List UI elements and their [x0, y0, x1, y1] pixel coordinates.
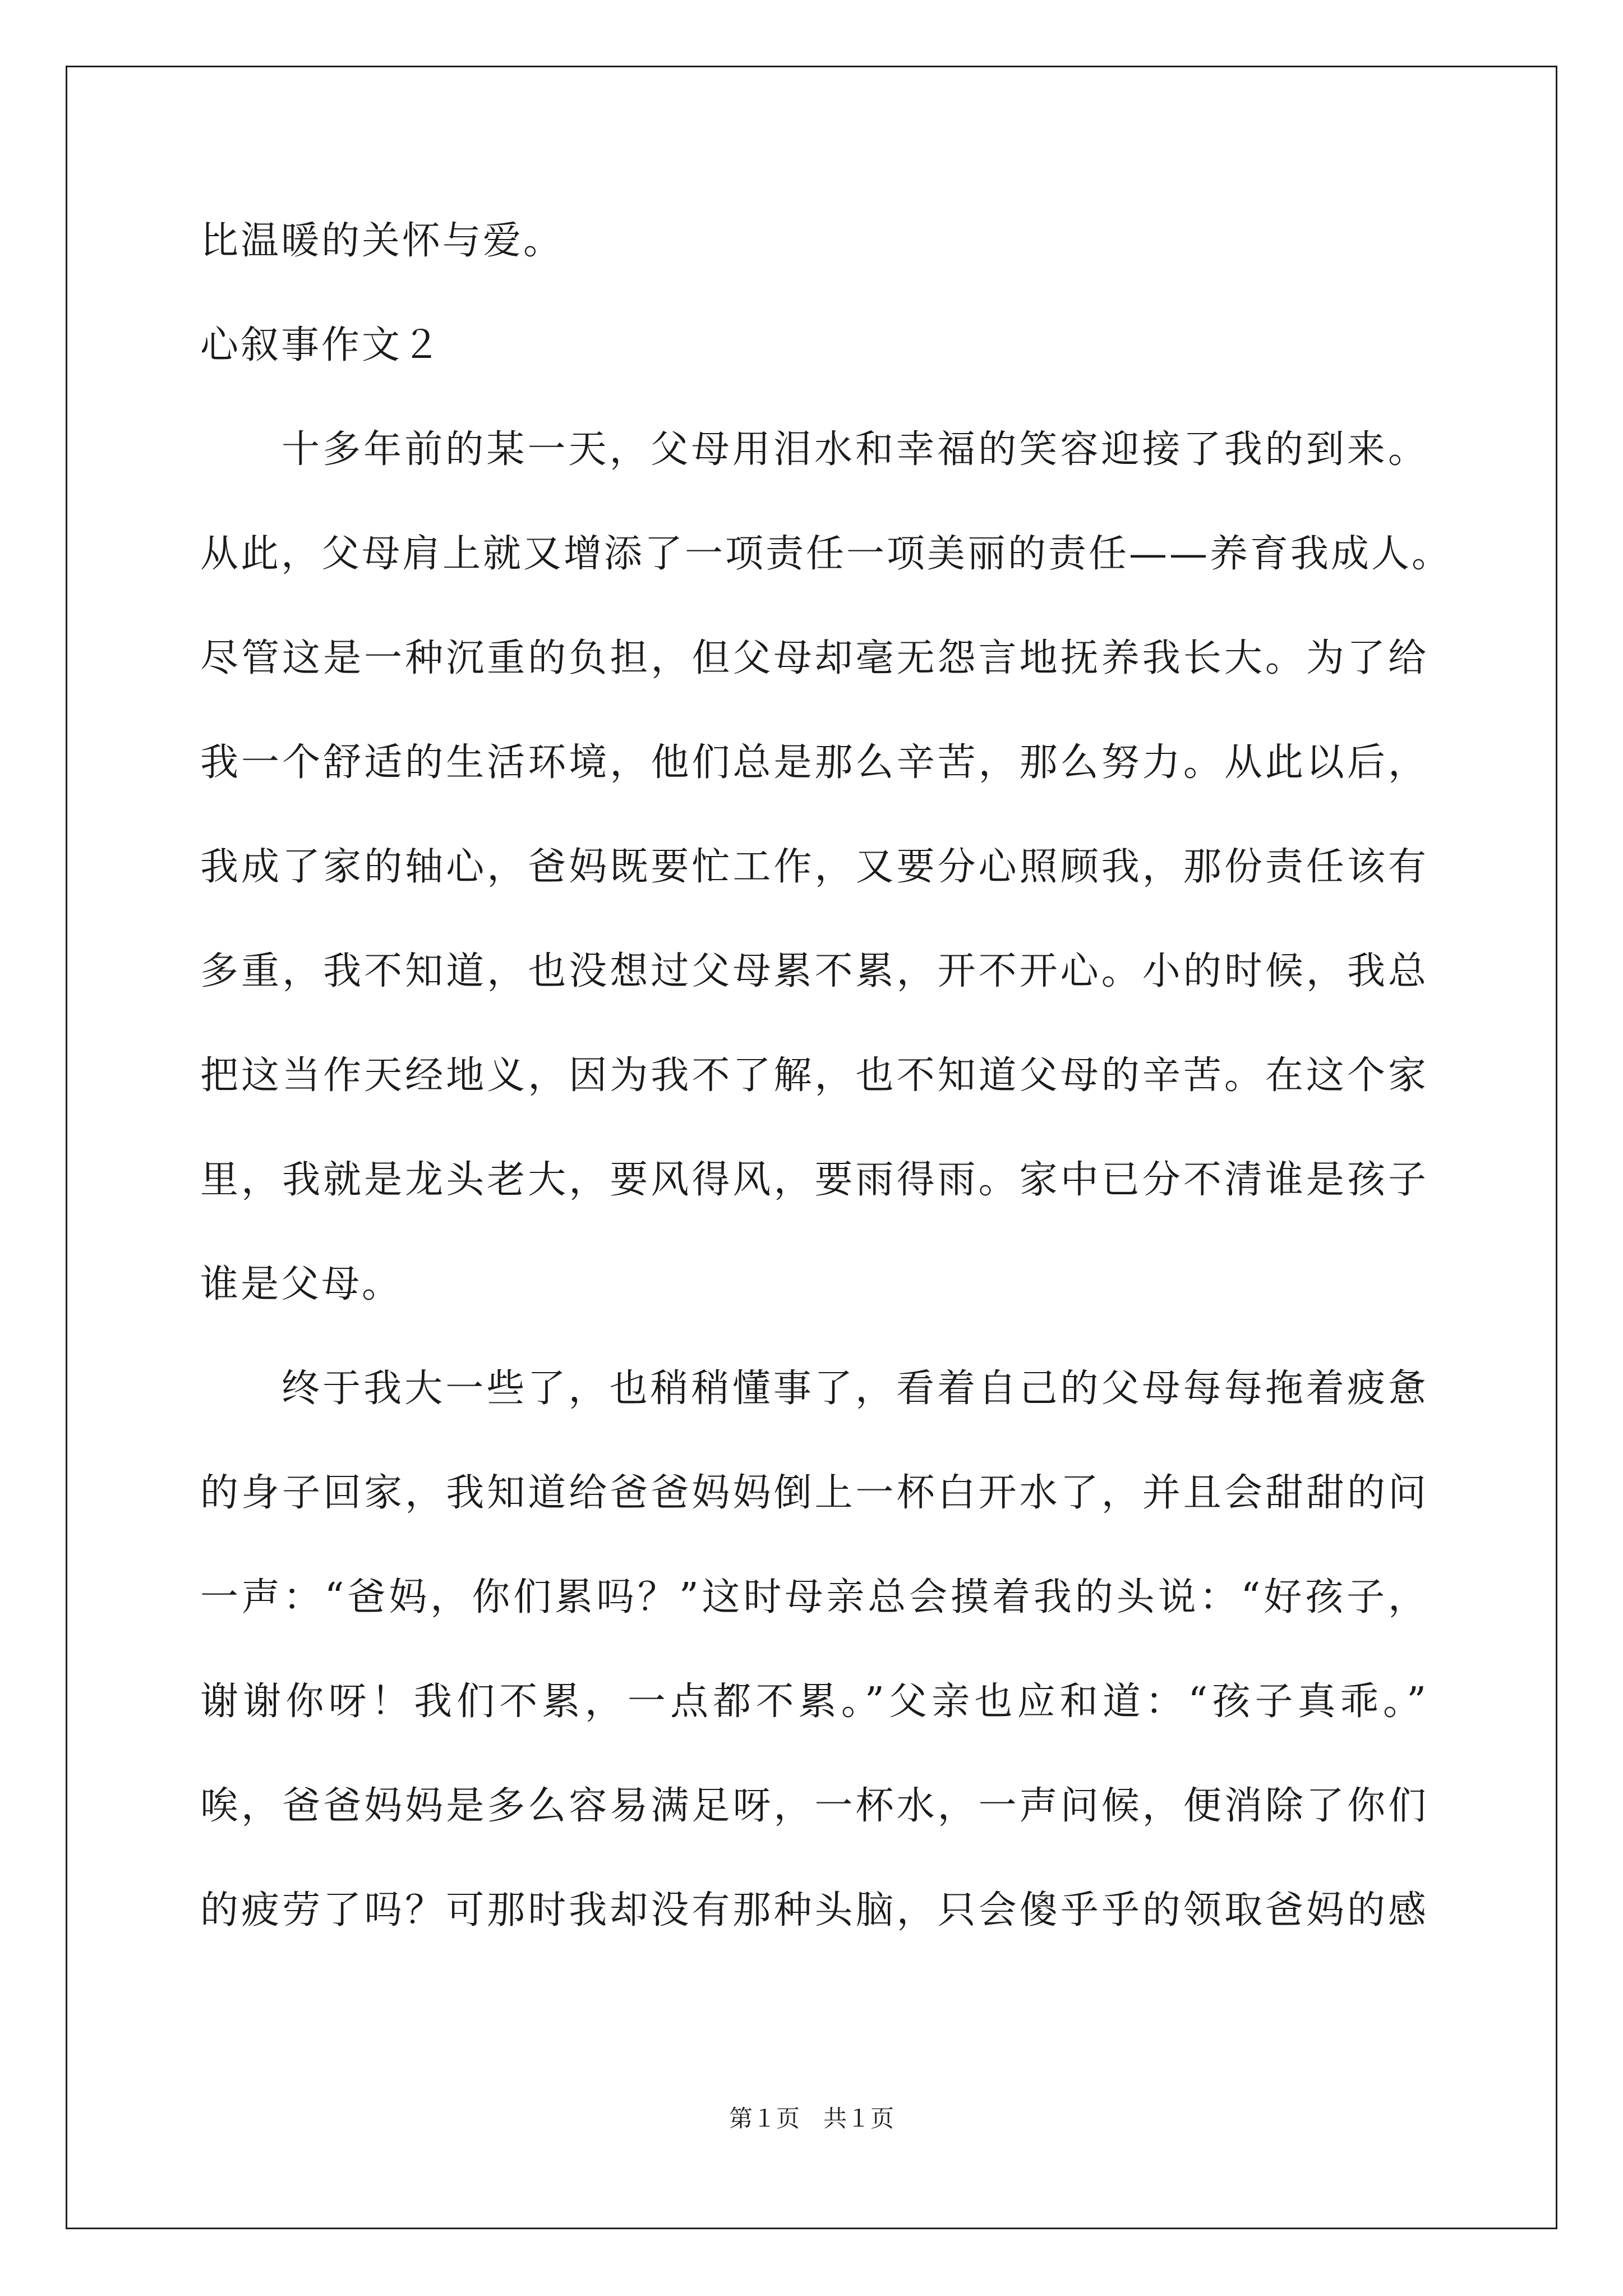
paragraph-line: 谁是父母。 [200, 1262, 403, 1306]
paragraph-line: 唉，爸爸妈妈是多么容易满足呀，一杯水，一声问候，便消除了你们 [200, 1784, 1428, 1828]
paragraph-line: 把这当作天经地义，因为我不了解，也不知道父母的辛苦。在这个家 [200, 1053, 1428, 1098]
paragraph-line: 多重，我不知道，也没想过父母累不累，开不开心。小的时候，我总 [200, 949, 1428, 993]
paragraph-line: 的身子回家，我知道给爸爸妈妈倒上一杯白开水了，并且会甜甜的问 [200, 1471, 1428, 1515]
page-number-footer: 第１页 共１页 [728, 2105, 894, 2132]
paragraph-line: 一声：“爸妈，你们累吗？”这时母亲总会摸着我的头说：“好孩子， [200, 1575, 1428, 1619]
paragraph-line: 我一个舒适的生活环境，他们总是那么辛苦，那么努力。从此以后， [200, 740, 1428, 785]
paragraph-line: 终于我大一些了，也稍稍懂事了，看着自己的父母每每拖着疲惫 [282, 1366, 1428, 1411]
paragraph-line: 从此，父母肩上就又增添了一项责任一项美丽的责任——养育我成人。 [200, 532, 1453, 576]
paragraph-line: 尽管这是一种沉重的负担，但父母却毫无怨言地抚养我长大。为了给 [200, 636, 1428, 680]
section-heading: 心叙事作文２ [200, 323, 443, 367]
paragraph-line: 十多年前的某一天，父母用泪水和幸福的笑容迎接了我的到来。 [282, 427, 1428, 472]
text-line: 比温暖的关怀与爱。 [200, 219, 564, 263]
paragraph-line: 我成了家的轴心，爸妈既要忙工作，又要分心照顾我，那份责任该有 [200, 845, 1428, 889]
paragraph-line: 的疲劳了吗？可那时我却没有那种头脑，只会傻乎乎的领取爸妈的感 [200, 1888, 1428, 1932]
paragraph-line: 里，我就是龙头老大，要风得风，要雨得雨。家中已分不清谁是孩子 [200, 1158, 1428, 1202]
paragraph-line: 谢谢你呀！我们不累，一点都不累。”父亲也应和道：“孩子真乖。” [200, 1680, 1428, 1724]
